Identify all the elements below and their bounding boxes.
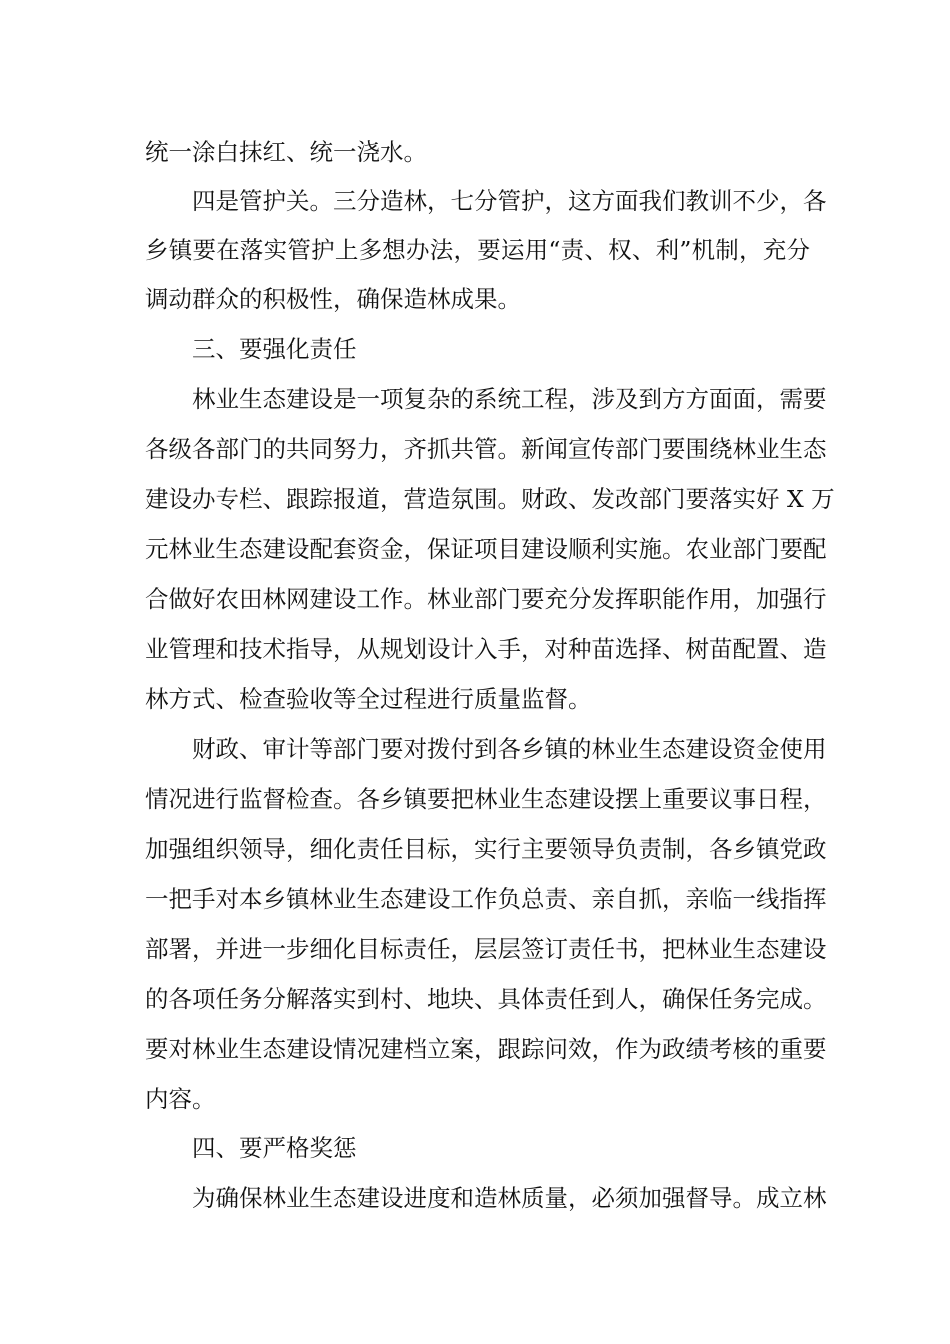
text-line: 统一涂白抹红、统一浇水。 bbox=[145, 138, 427, 166]
section-heading: 四、要严格奖惩 bbox=[192, 1134, 357, 1162]
text-line: 的各项任务分解落实到村、地块、具体责任到人，确保任务完成。 bbox=[145, 985, 827, 1013]
text-line: 业管理和技术指导，从规划设计入手，对种苗选择、树苗配置、造 bbox=[145, 635, 827, 663]
text-line: 财政、审计等部门要对拨付到各乡镇的林业生态建设资金使用 bbox=[192, 735, 827, 763]
text-line: 加强组织领导，细化责任目标，实行主要领导负责制，各乡镇党政 bbox=[145, 835, 827, 863]
text-line: 一把手对本乡镇林业生态建设工作负总责、亲自抓，亲临一线指挥 bbox=[145, 885, 827, 913]
text-line: 要对林业生态建设情况建档立案，跟踪问效，作为政绩考核的重要 bbox=[145, 1035, 827, 1063]
text-line: 乡镇要在落实管护上多想办法，要运用“责、权、利”机制，充分 bbox=[145, 236, 810, 264]
text-line: 各级各部门的共同努力，齐抓共管。新闻宣传部门要围绕林业生态 bbox=[145, 435, 827, 463]
text-line: 元林业生态建设配套资金，保证项目建设顺利实施。农业部门要配 bbox=[145, 535, 827, 563]
text-line: 建设办专栏、跟踪报道，营造氛围。财政、发改部门要落实好 X 万 bbox=[145, 485, 835, 513]
text-line: 林方式、检查验收等全过程进行质量监督。 bbox=[145, 685, 592, 713]
text-line: 调动群众的积极性，确保造林成果。 bbox=[145, 285, 521, 313]
text-line: 林业生态建设是一项复杂的系统工程，涉及到方方面面，需要 bbox=[192, 385, 827, 413]
text-line: 情况进行监督检查。各乡镇要把林业生态建设摆上重要议事日程， bbox=[145, 785, 827, 813]
text-line: 四是管护关。三分造林，七分管护，这方面我们教训不少，各 bbox=[192, 187, 827, 215]
text-line: 合做好农田林网建设工作。林业部门要充分发挥职能作用，加强行 bbox=[145, 585, 827, 613]
text-line: 为确保林业生态建设进度和造林质量，必须加强督导。成立林 bbox=[192, 1184, 827, 1212]
text-line: 部署，并进一步细化目标责任，层层签订责任书，把林业生态建设 bbox=[145, 935, 827, 963]
section-heading: 三、要强化责任 bbox=[192, 335, 357, 363]
text-line: 内容。 bbox=[145, 1085, 216, 1113]
